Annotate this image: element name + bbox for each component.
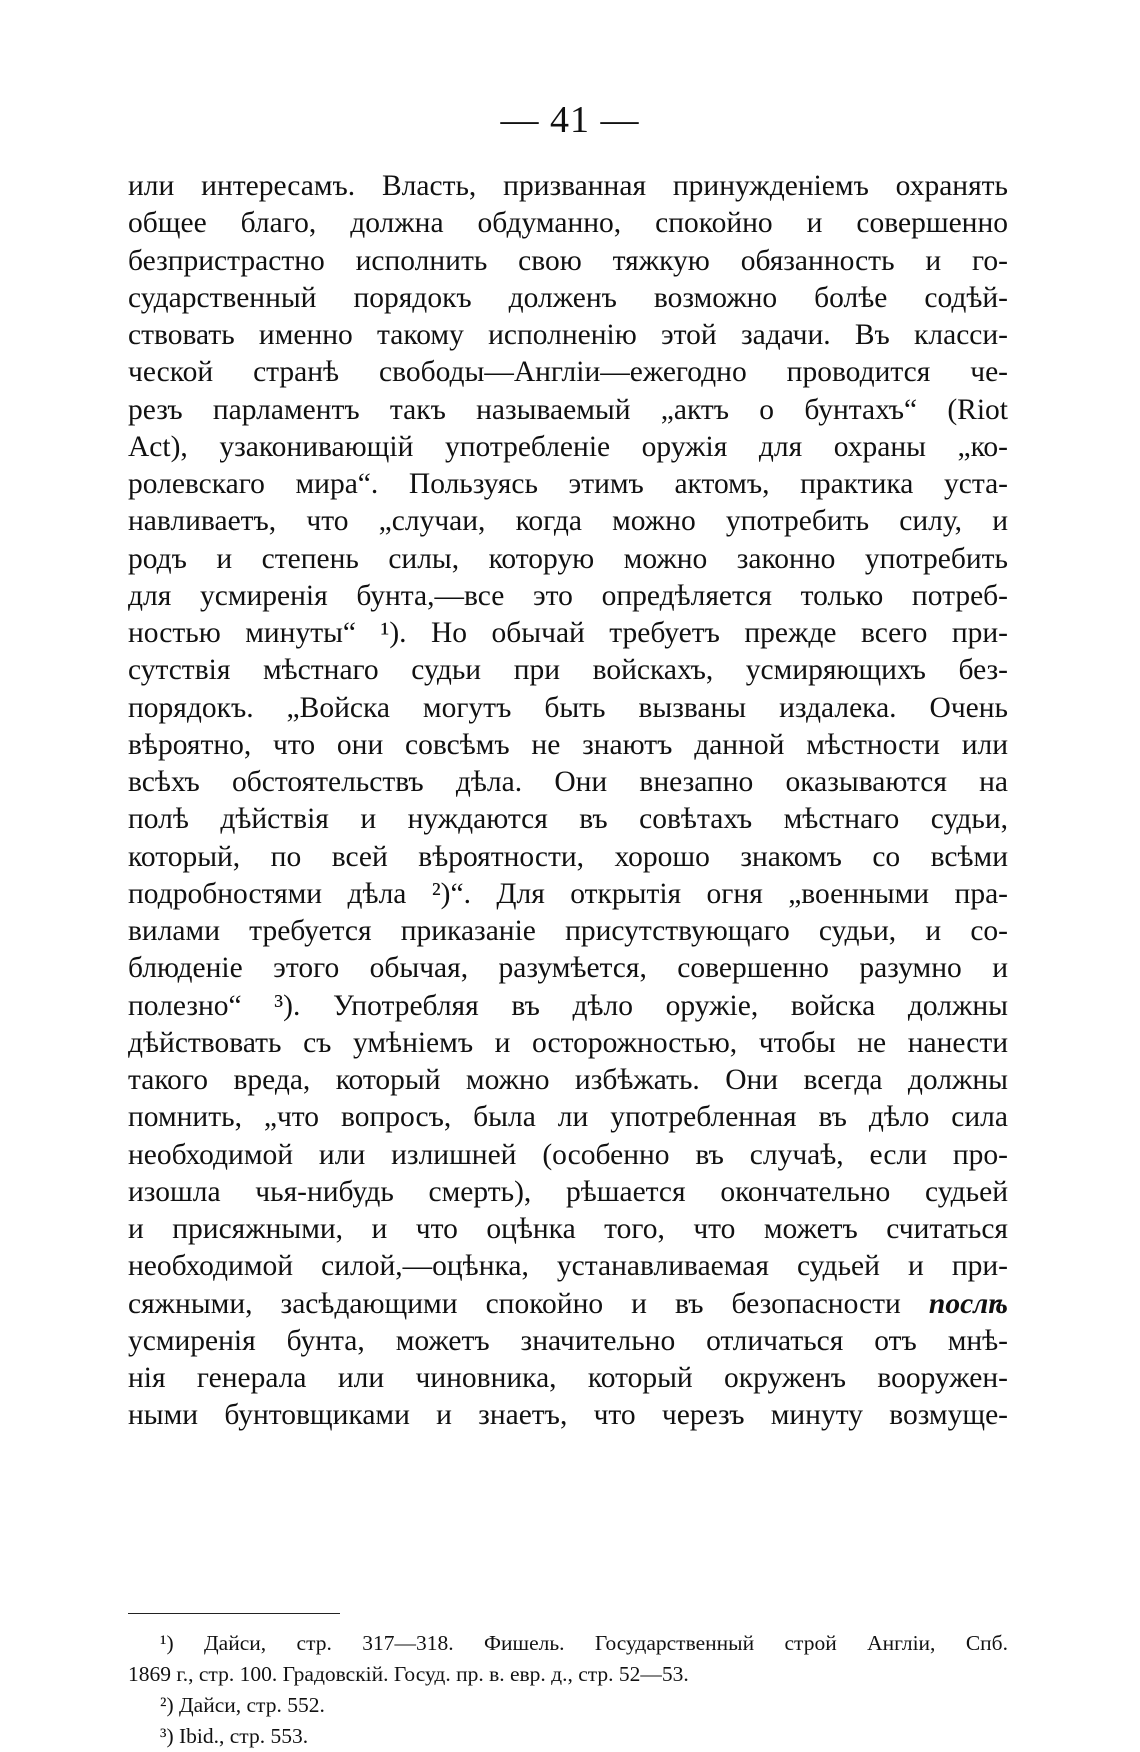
body-line: вилами требуется приказаніе присутствующаго судьи, и со- xyxy=(128,915,1008,947)
body-line: ными бунтовщиками и знаетъ, что черезъ минуту возмуще- xyxy=(128,1399,1008,1432)
body-line: полѣ дѣйствія и нуждаются въ совѣтахъ мѣстнаго судьи, xyxy=(128,803,1008,836)
body-line: нія генерала или чиновника, который окруженъ вооружен- xyxy=(128,1362,1008,1394)
body-line: изошла чья-нибудь смерть), рѣшается окончательно судьей xyxy=(128,1175,1008,1208)
footnote-3: ³) Ibid., стр. 553. xyxy=(160,1724,309,1748)
body-line: дѣйствовать съ умѣніемъ и осторожностью, чтобы не нанести xyxy=(128,1026,1008,1059)
body-line: всѣхъ обстоятельствъ дѣла. Они внезапно оказываются на xyxy=(128,766,1008,798)
body-line: сутствія мѣстнаго судьи при войскахъ, усмиряющихъ без- xyxy=(128,654,1008,687)
body-text xyxy=(128,168,1008,1435)
body-line: блюденіе этого обычая, разумѣется, совершенно разумно и xyxy=(128,952,1008,985)
body-line: Act), узаконивающій употребленіе оружія для охраны „ко- xyxy=(128,430,1008,463)
body-line: необходимой силой,—оцѣнка, устанавливаемая судьей и при- xyxy=(128,1250,1008,1283)
body-line: ствовать именно такому исполненію этой задачи. Въ класси- xyxy=(128,319,1008,351)
body-line: ролевскаго мира“. Пользуясь этимъ актомъ, практика уста- xyxy=(128,468,1008,500)
body-line: усмиренія бунта, можетъ значительно отличаться отъ мнѣ- xyxy=(128,1324,1008,1357)
footnotes xyxy=(128,1628,1008,1752)
body-line: вѣроятно, что они совсѣмъ не знаютъ данной мѣстности или xyxy=(128,728,1008,761)
body-line: навливаетъ, что „случаи, когда можно употребить силу, и xyxy=(128,505,1008,538)
footnote-2: ²) Дайси, стр. 552. xyxy=(160,1693,325,1717)
body-line: необходимой или излишней (особенно въ случаѣ, если про- xyxy=(128,1138,1008,1171)
body-line: помнить, „что вопросъ, была ли употребленная въ дѣло сила xyxy=(128,1101,1008,1134)
page-number: — 41 — xyxy=(500,99,640,141)
body-line: и присяжными, и что оцѣнка того, что можетъ считаться xyxy=(128,1213,1008,1245)
body-line: порядокъ. „Войска могутъ быть вызваны издалека. Очень xyxy=(128,691,1008,724)
body-line: ностью минуты“ ¹). Но обычай требуетъ прежде всего при- xyxy=(128,617,1008,649)
body-line: резъ парламентъ такъ называемый „актъ о бунтахъ“ (Riot xyxy=(128,393,1008,426)
body-line: общее благо, должна обдуманно, спокойно и совершенно xyxy=(128,207,1008,240)
body-line: полезно“ ³). Употребляя въ дѣло оружіе, войска должны xyxy=(128,989,1008,1022)
body-line: подробностями дѣла ²)“. Для открытія огня „военными пра- xyxy=(128,877,1008,910)
emphasis-word: послѣ xyxy=(928,1287,1008,1320)
footnote-divider xyxy=(128,1613,340,1614)
body-line: который, по всей вѣроятности, хорошо знакомъ со всѣми xyxy=(128,840,1008,873)
body-line: сударственный порядокъ долженъ возможно болѣе содѣй- xyxy=(128,281,1008,314)
body-line: безпристрастно исполнить свою тяжкую обязанность и го- xyxy=(128,244,1008,277)
footnote-1-continued: 1869 г., стр. 100. Градовскій. Госуд. пр. в. евр. д., стр. 52—53. xyxy=(128,1662,689,1686)
body-line: ческой странѣ свободы—Англіи—ежегодно проводится че- xyxy=(128,356,1008,389)
body-line: такого вреда, который можно избѣжать. Они всегда должны xyxy=(128,1064,1008,1096)
body-line: родъ и степень силы, которую можно законно употребить xyxy=(128,542,1008,575)
body-line: или интересамъ. Власть, призванная принужденіемъ охранять xyxy=(128,170,1008,202)
body-line-text: сяжными, засѣдающими спокойно и въ безопасности xyxy=(128,1287,901,1320)
footnote-1: ¹) Дайси, стр. 317—318. Фишель. Государственный строй Англіи, Спб. xyxy=(160,1631,1008,1655)
body-line-with-emphasis xyxy=(128,1286,1008,1323)
body-line: для усмиренія бунта,—все это опредѣляется только потреб- xyxy=(128,579,1008,612)
